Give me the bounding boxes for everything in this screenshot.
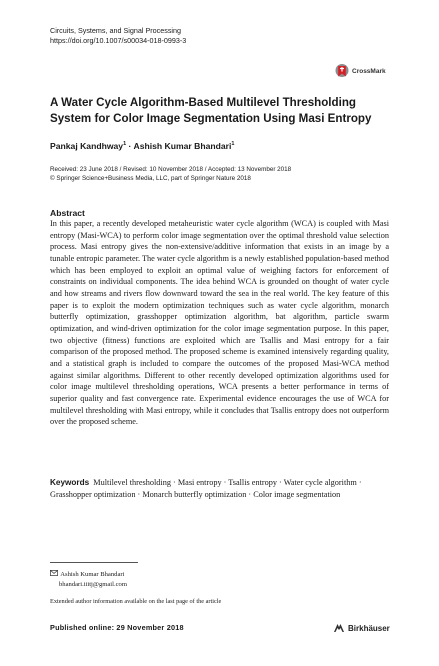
author-separator: · — [128, 141, 132, 151]
keywords-block — [50, 477, 389, 501]
author-name[interactable]: Ashish Kumar Bhandari — [133, 141, 232, 151]
journal-name: Circuits, Systems, and Signal Processing — [50, 26, 182, 35]
copyright-line: © Springer Science+Business Media, LLC, part of Springer Nature 2018 — [50, 175, 251, 182]
crossmark-badge[interactable] — [335, 63, 386, 79]
extended-author-info: Extended author information available on the last page of the article — [50, 598, 222, 605]
paper-title: A Water Cycle Algorithm-Based Multilevel Thresholding System for Color Image Segmentation Using Masi Entropy — [50, 96, 372, 125]
keywords-list: Multilevel thresholding · Masi entropy · Tsallis entropy · Water cycle algorithm · Grasshopper optimization · Monarch butterfly optimization · Color image segmentation — [50, 478, 362, 499]
corresponding-author-email[interactable]: bhandari.iiitj@gmail.com — [59, 581, 127, 588]
publisher-name: Birkhäuser — [348, 623, 390, 633]
publisher-logo — [333, 622, 390, 634]
keywords-label: Keywords — [50, 478, 90, 487]
abstract-heading: Abstract — [50, 208, 85, 218]
author-name[interactable]: Pankaj Kandhway — [50, 141, 124, 151]
correspondence — [50, 570, 127, 590]
footnote-divider — [50, 562, 138, 563]
crossmark-label: CrossMark — [352, 67, 386, 75]
author-affiliation-mark: 1 — [231, 141, 235, 148]
author-list — [50, 141, 234, 151]
crossmark-icon — [335, 63, 349, 79]
birkhauser-logo — [333, 622, 345, 634]
publication-history — [50, 165, 291, 183]
journal-header — [50, 26, 186, 46]
doi-link[interactable]: https://doi.org/10.1007/s00034-018-0993-3 — [50, 36, 187, 45]
published-online-date: Published online: 29 November 2018 — [50, 623, 184, 632]
envelope-icon — [50, 570, 59, 580]
corresponding-author-name: Ashish Kumar Bhandari — [60, 571, 125, 578]
date-history: Received: 23 June 2018 / Revised: 10 November 2018 / Accepted: 13 November 2018 — [50, 166, 292, 173]
author-affiliation-mark: 1 — [123, 141, 127, 148]
abstract-text: In this paper, a recently developed metaheuristic water cycle algorithm (WCA) is coupled with Masi entropy (Masi-WCA) to perform color image segmentation over the optimal threshold value selection process. Masi entropy gives the non-extensive/additive information that exists in an image by a tunable entropic parameter. The water cycle algorithm is a newly established population-based method which has been employed to exploit an optimal value of weighing factors for enforcement of constraints on individual components. The idea behind WCA is grounded on thought of water cycle and how streams and rivers flow downward toward the sea in the real world. The key feature of this paper is to exploit the modern optimization techniques such as water cycle algorithm, monarch butterfly optimization, grasshopper optimization algorithm, bat algorithm, particle swarm optimization, and wind-driven optimization for the color image segmentation purpose. In this paper, two objective (fitness) functions are exploited which are Tsallis and Masi entropy for a fair comparison of the proposed method. The proposed scheme is examined intensively regarding quality, and a statistical graph is included to compare the outcomes of the proposed Masi-WCA method against similar algorithms. Different to other recently developed optimization algorithms used for color image multilevel thresholding operations, WCA presents a better performance in terms of superior quality and fast convergence rate. Experimental evidence encourages the use of WCA for multilevel thresholding with Masi entropy, while it concludes that Tsallis entropy does not outperform over the proposed scheme. — [50, 219, 389, 427]
